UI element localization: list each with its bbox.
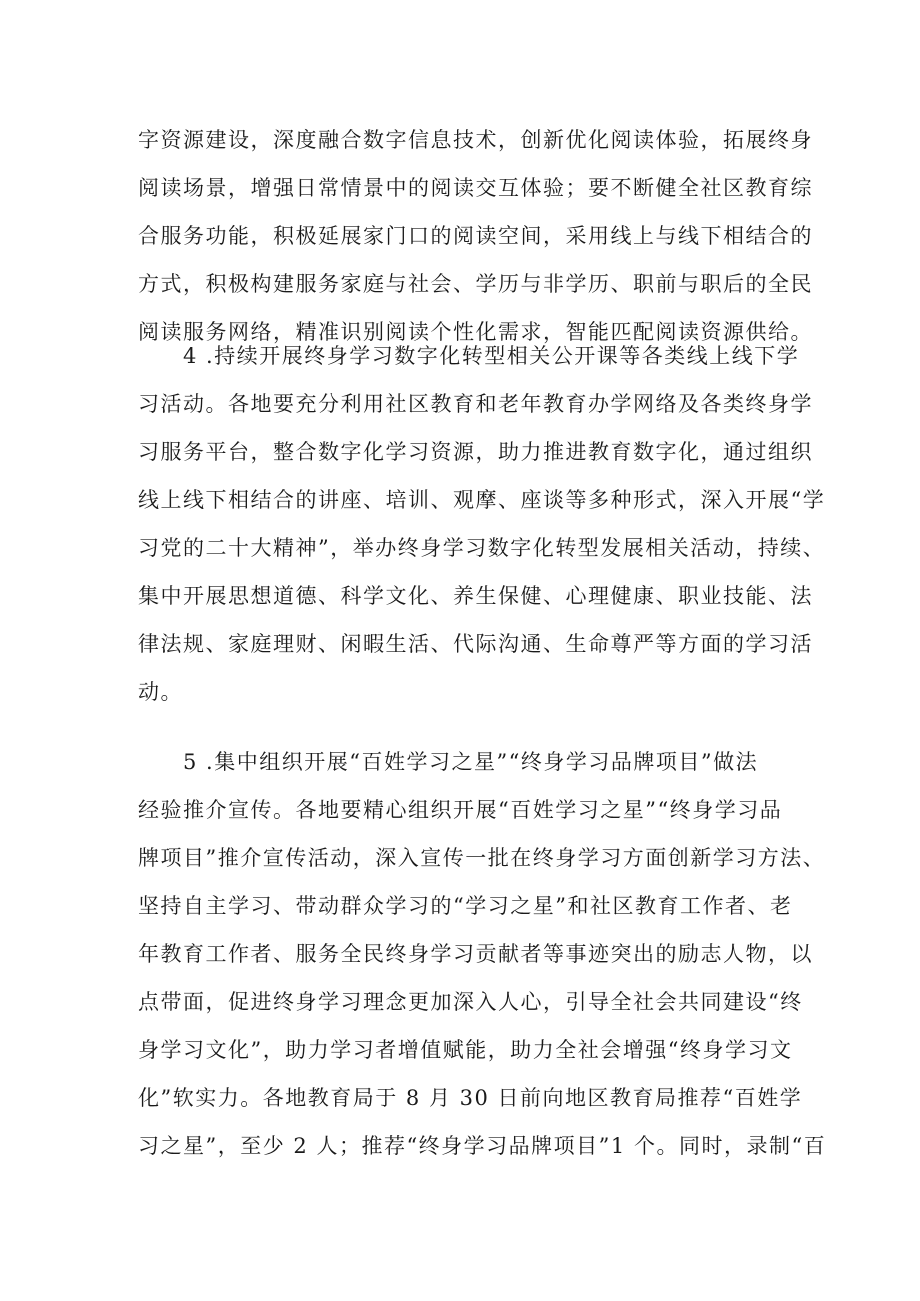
- text-line: 坚持自主学习、带动群众学习的“学习之星”和社区教育工作者、老: [138, 894, 793, 918]
- paragraph-item-5: [138, 738, 827, 1170]
- text-line: 线上线下相结合的讲座、培训、观摩、座谈等多种形式，深入开展“学: [138, 488, 826, 512]
- text-line: 身学习文化”，助力学习者增值赋能，助力全社会增强“终身学习文: [138, 1038, 793, 1062]
- text-line: 律法规、家庭理财、闲暇生活、代际沟通、生命尊严等方面的学习活: [138, 632, 813, 656]
- text-line: 4 .持续开展终身学习数字化转型相关公开课等各类线上线下学: [138, 344, 800, 368]
- text-line: 集中开展思想道德、科学文化、养生保健、心理健康、职业技能、法: [138, 584, 813, 608]
- text-line: 字资源建设，深度融合数字信息技术，创新优化阅读体验，拓展终身: [138, 128, 813, 152]
- text-line: 习服务平台，整合数字化学习资源，助力推进教育数字化，通过组织: [138, 440, 813, 464]
- text-line: 动。: [138, 680, 183, 704]
- text-line: 习活动。各地要充分利用社区教育和老年教育办学网络及各类终身学: [138, 392, 813, 416]
- text-line: 经验推介宣传。各地要精心组织开展“百姓学习之星”“终身学习品: [138, 798, 783, 822]
- text-line: 阅读场景，增强日常情景中的阅读交互体验；要不断健全社区教育综: [138, 176, 813, 200]
- text-line: 化”软实力。各地教育局于 8 月 30 日前向地区教育局推荐“百姓学: [138, 1086, 803, 1110]
- text-line: 5 .集中组织开展“百姓学习之星”“终身学习品牌项目”做法: [138, 750, 759, 774]
- text-line: 点带面，促进终身学习理念更加深入人心，引导全社会共同建设“终: [138, 990, 803, 1014]
- text-line: 习之星”，至少 2 人；推荐“终身学习品牌项目”1 个。同时，录制“百: [138, 1134, 827, 1158]
- text-line: 合服务功能，积极延展家门口的阅读空间，采用线上与线下相结合的: [138, 224, 813, 248]
- text-line: 方式，积极构建服务家庭与社会、学历与非学历、职前与职后的全民: [138, 272, 813, 296]
- text-line: 习党的二十大精神”，举办终身学习数字化转型发展相关活动，持续、: [138, 536, 826, 560]
- text-line: 年教育工作者、服务全民终身学习贡献者等事迹突出的励志人物，以: [138, 942, 813, 966]
- text-line: 阅读服务网络，精准识别阅读个性化需求，智能匹配阅读资源供给。: [138, 320, 813, 344]
- text-line: 牌项目”推介宣传活动，深入宣传一批在终身学习方面创新学习方法、: [138, 846, 826, 870]
